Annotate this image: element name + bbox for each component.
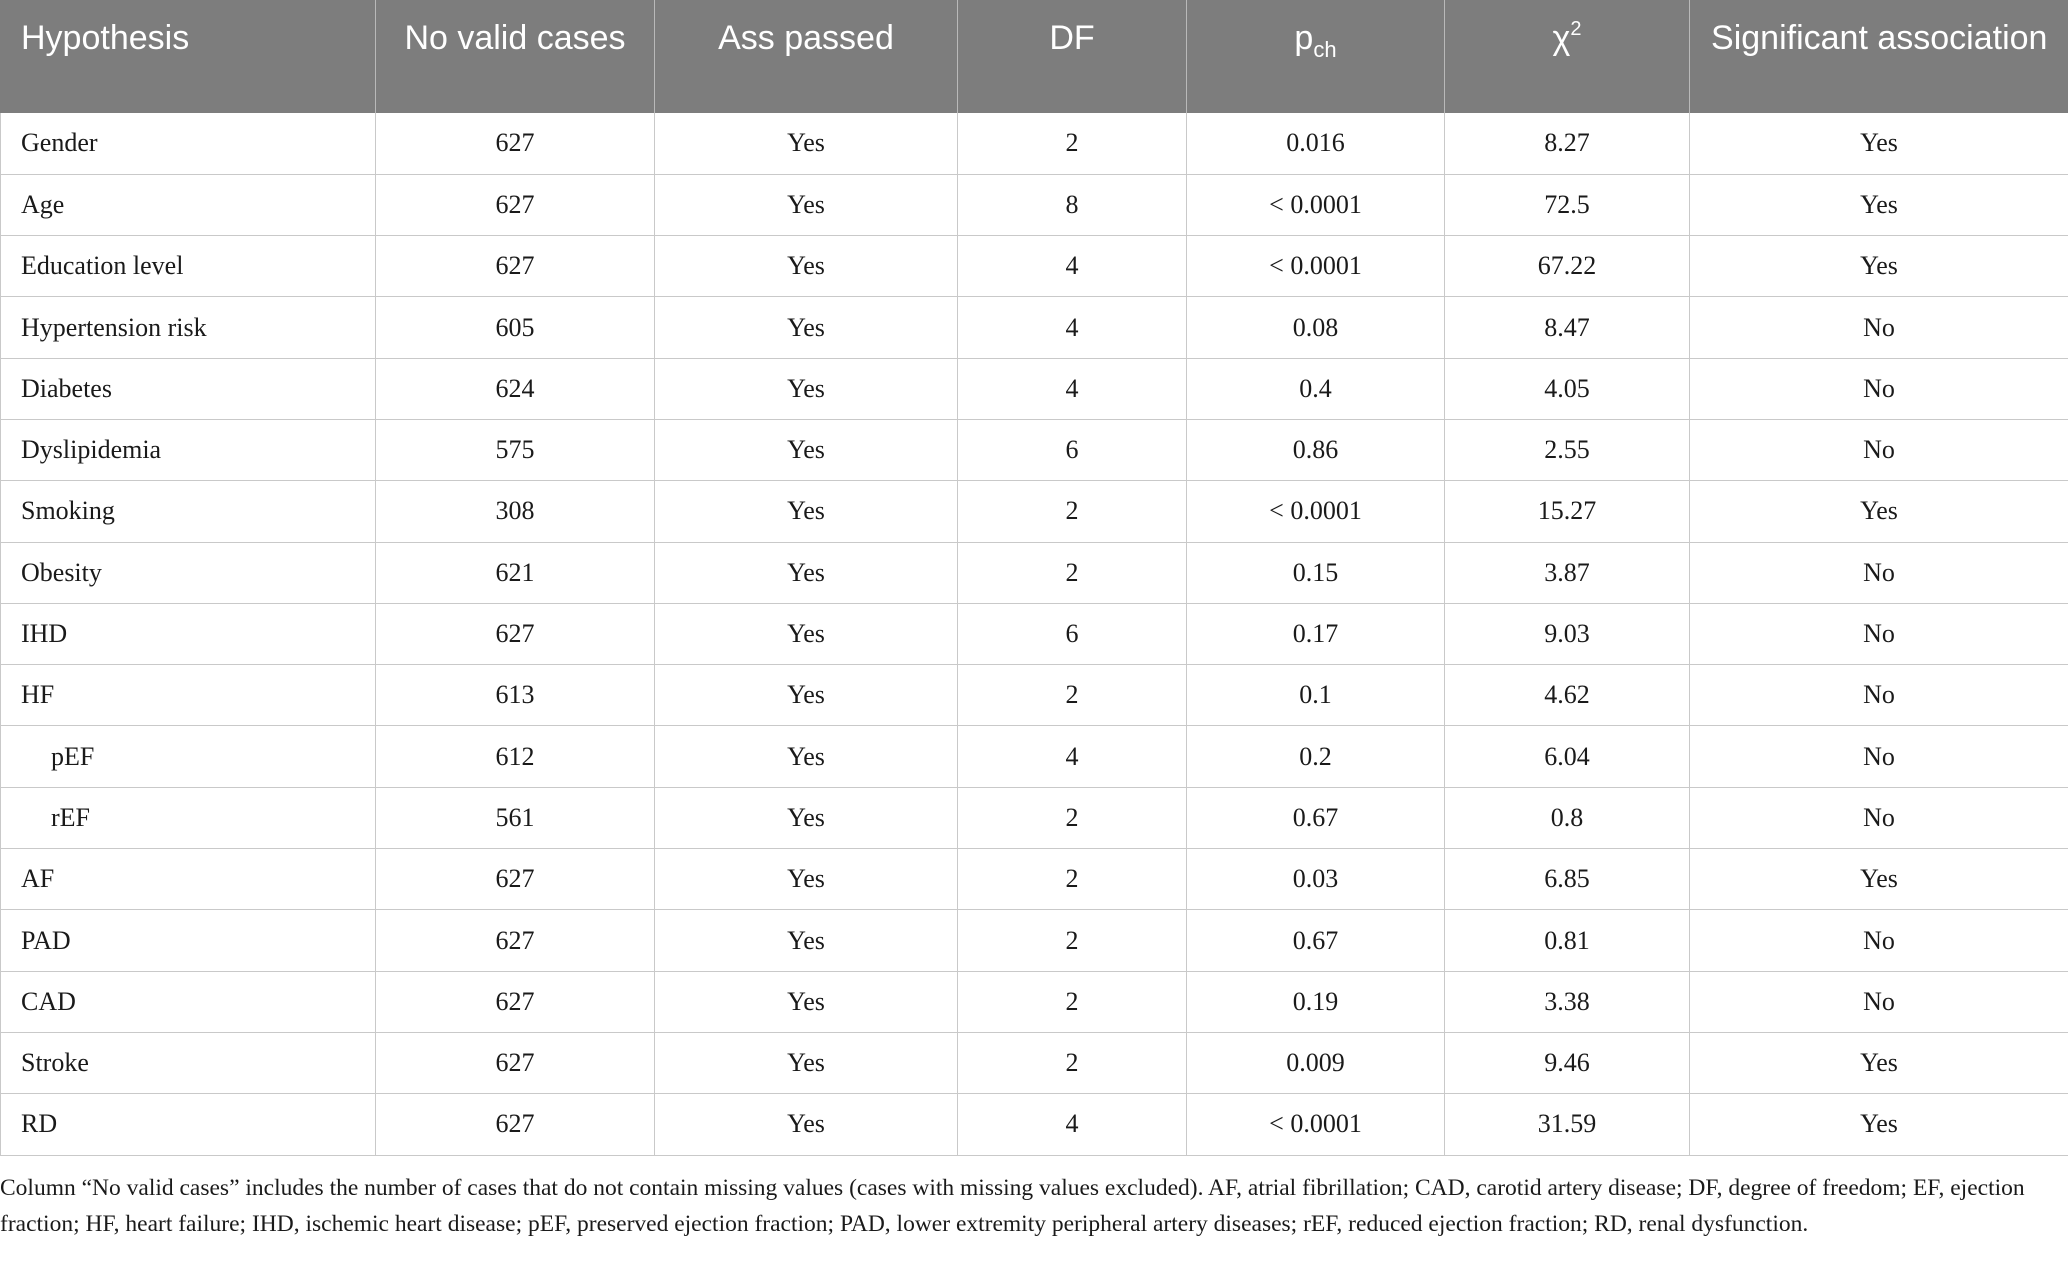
table-row bbox=[1, 113, 2068, 174]
cell-hypothesis: RD bbox=[1, 1094, 376, 1155]
cell-df: 6 bbox=[958, 419, 1187, 480]
cell-significant-association: Yes bbox=[1690, 236, 2068, 297]
cell-significant-association: Yes bbox=[1690, 113, 2068, 174]
table-row bbox=[1, 236, 2068, 297]
cell-df: 4 bbox=[958, 358, 1187, 419]
cell-hypothesis: Dyslipidemia bbox=[1, 419, 376, 480]
cell-chi-square: 31.59 bbox=[1445, 1094, 1690, 1155]
cell-hypothesis: Diabetes bbox=[1, 358, 376, 419]
cell-significant-association: No bbox=[1690, 297, 2068, 358]
header-chi-superscript: 2 bbox=[1570, 18, 1582, 40]
table-row bbox=[1, 297, 2068, 358]
table-row bbox=[1, 849, 2068, 910]
cell-ass-passed: Yes bbox=[655, 358, 958, 419]
table-row bbox=[1, 726, 2068, 787]
cell-no-valid-cases: 627 bbox=[376, 910, 655, 971]
cell-no-valid-cases: 627 bbox=[376, 1094, 655, 1155]
header-p-subscript: ch bbox=[1313, 37, 1337, 62]
cell-chi-square: 6.04 bbox=[1445, 726, 1690, 787]
cell-significant-association: No bbox=[1690, 787, 2068, 848]
cell-chi-square: 15.27 bbox=[1445, 481, 1690, 542]
table-row bbox=[1, 1032, 2068, 1093]
cell-p-ch: 0.08 bbox=[1187, 297, 1445, 358]
cell-df: 2 bbox=[958, 481, 1187, 542]
header-row bbox=[1, 0, 2068, 113]
cell-significant-association: No bbox=[1690, 542, 2068, 603]
cell-df: 4 bbox=[958, 297, 1187, 358]
cell-significant-association: Yes bbox=[1690, 1032, 2068, 1093]
cell-df: 4 bbox=[958, 1094, 1187, 1155]
cell-df: 4 bbox=[958, 236, 1187, 297]
cell-hypothesis: rEF bbox=[1, 787, 376, 848]
cell-p-ch: 0.03 bbox=[1187, 849, 1445, 910]
table-row bbox=[1, 603, 2068, 664]
cell-df: 2 bbox=[958, 849, 1187, 910]
cell-ass-passed: Yes bbox=[655, 787, 958, 848]
cell-p-ch: 0.15 bbox=[1187, 542, 1445, 603]
cell-significant-association: Yes bbox=[1690, 849, 2068, 910]
cell-df: 2 bbox=[958, 910, 1187, 971]
table-header bbox=[1, 0, 2068, 113]
cell-significant-association: No bbox=[1690, 910, 2068, 971]
cell-hypothesis: IHD bbox=[1, 603, 376, 664]
cell-p-ch: < 0.0001 bbox=[1187, 481, 1445, 542]
cell-significant-association: No bbox=[1690, 419, 2068, 480]
cell-significant-association: No bbox=[1690, 971, 2068, 1032]
cell-hypothesis: Age bbox=[1, 174, 376, 235]
cell-no-valid-cases: 627 bbox=[376, 849, 655, 910]
table-row bbox=[1, 971, 2068, 1032]
cell-hypothesis: AF bbox=[1, 849, 376, 910]
table-footnote: Column “No valid cases” includes the number of cases that do not contain missing values (cases with missing values excluded). AF, atrial fibrillation; CAD, carotid artery disease; DF, degree of freedom; EF, ejection fraction; HF, heart failure; IHD, ischemic heart disease; pEF, preserved ejection fraction; PAD, lower extremity peripheral artery diseases; rEF, reduced ejection fraction; RD, renal dysfunction. bbox=[0, 1175, 2025, 1237]
cell-significant-association: No bbox=[1690, 358, 2068, 419]
table-row bbox=[1, 910, 2068, 971]
cell-no-valid-cases: 575 bbox=[376, 419, 655, 480]
cell-hypothesis: Education level bbox=[1, 236, 376, 297]
cell-df: 4 bbox=[958, 726, 1187, 787]
cell-ass-passed: Yes bbox=[655, 542, 958, 603]
cell-no-valid-cases: 627 bbox=[376, 236, 655, 297]
cell-df: 8 bbox=[958, 174, 1187, 235]
header-df: DF bbox=[958, 0, 1187, 113]
cell-ass-passed: Yes bbox=[655, 665, 958, 726]
cell-p-ch: < 0.0001 bbox=[1187, 1094, 1445, 1155]
cell-no-valid-cases: 627 bbox=[376, 113, 655, 174]
cell-chi-square: 9.46 bbox=[1445, 1032, 1690, 1093]
cell-no-valid-cases: 627 bbox=[376, 971, 655, 1032]
table-row bbox=[1, 481, 2068, 542]
cell-significant-association: Yes bbox=[1690, 1094, 2068, 1155]
cell-p-ch: < 0.0001 bbox=[1187, 174, 1445, 235]
header-p-ch bbox=[1187, 0, 1445, 113]
cell-significant-association: No bbox=[1690, 665, 2068, 726]
cell-chi-square: 8.27 bbox=[1445, 113, 1690, 174]
cell-no-valid-cases: 624 bbox=[376, 358, 655, 419]
cell-p-ch: 0.016 bbox=[1187, 113, 1445, 174]
cell-chi-square: 6.85 bbox=[1445, 849, 1690, 910]
cell-hypothesis: Stroke bbox=[1, 1032, 376, 1093]
cell-chi-square: 0.8 bbox=[1445, 787, 1690, 848]
cell-hypothesis: CAD bbox=[1, 971, 376, 1032]
table-row bbox=[1, 665, 2068, 726]
cell-chi-square: 4.62 bbox=[1445, 665, 1690, 726]
cell-no-valid-cases: 627 bbox=[376, 174, 655, 235]
cell-chi-square: 0.81 bbox=[1445, 910, 1690, 971]
cell-hypothesis: pEF bbox=[1, 726, 376, 787]
cell-p-ch: 0.1 bbox=[1187, 665, 1445, 726]
cell-df: 6 bbox=[958, 603, 1187, 664]
cell-hypothesis: Hypertension risk bbox=[1, 297, 376, 358]
cell-chi-square: 3.87 bbox=[1445, 542, 1690, 603]
cell-df: 2 bbox=[958, 542, 1187, 603]
cell-no-valid-cases: 308 bbox=[376, 481, 655, 542]
cell-ass-passed: Yes bbox=[655, 113, 958, 174]
cell-ass-passed: Yes bbox=[655, 726, 958, 787]
table-row bbox=[1, 358, 2068, 419]
cell-p-ch: 0.19 bbox=[1187, 971, 1445, 1032]
cell-significant-association: No bbox=[1690, 726, 2068, 787]
cell-df: 2 bbox=[958, 665, 1187, 726]
cell-chi-square: 2.55 bbox=[1445, 419, 1690, 480]
cell-ass-passed: Yes bbox=[655, 236, 958, 297]
cell-ass-passed: Yes bbox=[655, 174, 958, 235]
table-row bbox=[1, 787, 2068, 848]
cell-p-ch: 0.67 bbox=[1187, 787, 1445, 848]
cell-significant-association: Yes bbox=[1690, 174, 2068, 235]
cell-p-ch: 0.86 bbox=[1187, 419, 1445, 480]
cell-df: 2 bbox=[958, 971, 1187, 1032]
cell-ass-passed: Yes bbox=[655, 849, 958, 910]
cell-chi-square: 4.05 bbox=[1445, 358, 1690, 419]
cell-chi-square: 9.03 bbox=[1445, 603, 1690, 664]
cell-ass-passed: Yes bbox=[655, 1032, 958, 1093]
cell-no-valid-cases: 621 bbox=[376, 542, 655, 603]
cell-no-valid-cases: 605 bbox=[376, 297, 655, 358]
cell-significant-association: No bbox=[1690, 603, 2068, 664]
header-no-valid-cases: No valid cases bbox=[376, 0, 655, 113]
table-row bbox=[1, 174, 2068, 235]
cell-hypothesis: PAD bbox=[1, 910, 376, 971]
table-body bbox=[1, 113, 2068, 1155]
cell-p-ch: 0.17 bbox=[1187, 603, 1445, 664]
cell-no-valid-cases: 627 bbox=[376, 603, 655, 664]
table-row bbox=[1, 1094, 2068, 1155]
cell-no-valid-cases: 627 bbox=[376, 1032, 655, 1093]
cell-no-valid-cases: 613 bbox=[376, 665, 655, 726]
header-hypothesis: Hypothesis bbox=[1, 0, 376, 113]
cell-df: 2 bbox=[958, 787, 1187, 848]
cell-ass-passed: Yes bbox=[655, 910, 958, 971]
cell-p-ch: 0.2 bbox=[1187, 726, 1445, 787]
cell-p-ch: < 0.0001 bbox=[1187, 236, 1445, 297]
header-chi-main: χ bbox=[1552, 19, 1571, 57]
cell-no-valid-cases: 612 bbox=[376, 726, 655, 787]
cell-ass-passed: Yes bbox=[655, 419, 958, 480]
header-ass-passed: Ass passed bbox=[655, 0, 958, 113]
header-p-main: p bbox=[1294, 19, 1314, 57]
cell-df: 2 bbox=[958, 1032, 1187, 1093]
cell-no-valid-cases: 561 bbox=[376, 787, 655, 848]
cell-df: 2 bbox=[958, 113, 1187, 174]
header-chi-square bbox=[1445, 0, 1690, 113]
cell-ass-passed: Yes bbox=[655, 481, 958, 542]
cell-p-ch: 0.67 bbox=[1187, 910, 1445, 971]
cell-hypothesis: HF bbox=[1, 665, 376, 726]
table-row bbox=[1, 542, 2068, 603]
cell-hypothesis: Obesity bbox=[1, 542, 376, 603]
cell-chi-square: 72.5 bbox=[1445, 174, 1690, 235]
cell-hypothesis: Gender bbox=[1, 113, 376, 174]
cell-chi-square: 3.38 bbox=[1445, 971, 1690, 1032]
cell-p-ch: 0.009 bbox=[1187, 1032, 1445, 1093]
header-significant-association: Significant association bbox=[1690, 0, 2068, 113]
cell-ass-passed: Yes bbox=[655, 971, 958, 1032]
cell-significant-association: Yes bbox=[1690, 481, 2068, 542]
table-row bbox=[1, 419, 2068, 480]
cell-p-ch: 0.4 bbox=[1187, 358, 1445, 419]
cell-ass-passed: Yes bbox=[655, 297, 958, 358]
cell-ass-passed: Yes bbox=[655, 603, 958, 664]
cell-chi-square: 67.22 bbox=[1445, 236, 1690, 297]
cell-ass-passed: Yes bbox=[655, 1094, 958, 1155]
cell-hypothesis: Smoking bbox=[1, 481, 376, 542]
cell-chi-square: 8.47 bbox=[1445, 297, 1690, 358]
